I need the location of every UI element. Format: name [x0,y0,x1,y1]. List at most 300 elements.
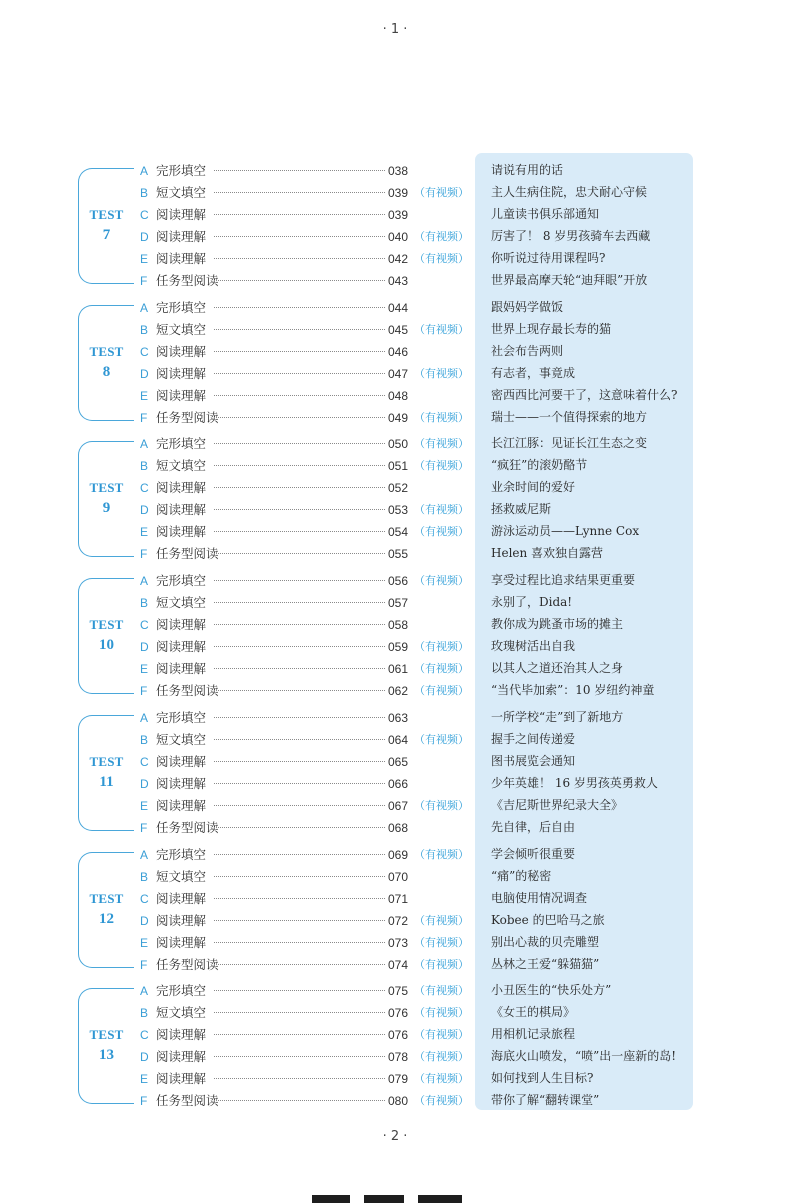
toc-row[interactable] [0,1002,790,1024]
page-number-top: · 1 · [382,22,408,37]
video-tag: （有视频） [414,252,469,265]
article-title: 图书展览会通知 [491,753,576,768]
test-section [0,844,790,976]
item-letter: C [140,754,149,769]
article-title: 教你成为跳蚤市场的摊主 [491,617,624,632]
video-tag: （有视频） [414,1028,469,1042]
item-letter: E [140,798,149,813]
page-number: 039 [388,208,409,222]
dot-leader [214,214,385,215]
video-tag: （有视频） [414,525,469,539]
dot-leader [214,942,385,943]
question-type: 阅读理解 [156,661,207,677]
toc-row[interactable] [0,980,790,1002]
page-number: 066 [388,776,409,791]
item-letter: E [140,252,149,266]
page-number: 052 [388,481,409,496]
article-title: 跟妈妈学做饭 [491,299,564,314]
toc-row[interactable] [0,729,790,751]
article-title: 密西西比河要干了，这意味着什么? [491,387,678,402]
dot-leader [214,192,385,193]
toc-row[interactable] [0,521,790,543]
item-letter: C [140,208,149,222]
dot-leader [214,307,385,308]
toc-row[interactable] [0,1068,790,1090]
page-number: 055 [388,547,409,562]
article-title: 儿童读书俱乐部通知 [491,207,600,221]
toc-row[interactable] [0,182,790,204]
page-number: 069 [388,847,409,862]
dot-leader [214,280,385,281]
question-type: 短文填空 [156,1005,207,1021]
question-type: 阅读理解 [156,343,207,359]
page-number: 070 [388,869,409,884]
item-letter: F [140,957,148,972]
article-title: “疯狂”的滚奶酪节 [491,458,588,473]
article-title: 《女王的棋局》 [491,1005,576,1020]
article-title: 拯救威尼斯 [491,502,552,517]
page-number: 065 [388,754,409,769]
article-title: 握手之间传递爱 [491,731,576,746]
article-title: 永别了，Dida! [491,595,573,610]
page-number: 038 [388,164,409,178]
toc-row[interactable] [0,341,790,363]
dot-leader [214,1056,385,1057]
question-type: 阅读理解 [156,890,207,906]
page-number: 048 [388,388,409,403]
question-type: 阅读理解 [156,365,207,381]
page-number: 079 [388,1072,409,1087]
question-type: 短文填空 [156,458,207,474]
item-letter: A [140,574,149,589]
toc-row[interactable] [0,817,790,839]
toc-row[interactable] [0,888,790,910]
test-badge-label: TEST [89,1027,124,1043]
item-letter: B [140,869,149,884]
video-tag: （有视频） [414,410,469,424]
dot-leader [214,1100,385,1101]
question-type: 阅读理解 [156,480,207,496]
article-title: 社会布告两则 [491,343,564,358]
next-page-heading-fragment [312,1189,472,1203]
question-type: 阅读理解 [156,617,207,633]
question-type: 短文填空 [156,595,207,611]
item-letter: F [140,684,148,699]
toc-row[interactable] [0,636,790,658]
question-type: 阅读理解 [156,775,207,791]
dot-leader [214,580,385,581]
article-title: 游泳运动员——Lynne Cox [491,524,640,539]
dot-leader [214,783,385,784]
test-section [0,160,790,292]
item-letter: D [140,230,149,244]
page-number: 045 [388,322,409,337]
toc-row[interactable] [0,543,790,565]
page-number: 047 [388,366,409,381]
article-title: Kobee 的巴哈马之旅 [491,912,605,927]
dot-leader [214,624,385,625]
page-number: 042 [388,252,409,266]
article-title: 别出心裁的贝壳雕塑 [491,934,600,949]
article-title: 电脑使用情况调查 [491,890,588,905]
dot-leader [214,170,385,171]
video-tag: （有视频） [414,186,469,199]
page-number-bottom: · 2 · [382,1129,408,1144]
article-title: 少年英雄！ 16 岁男孩英勇救人 [491,775,658,790]
item-letter: A [140,710,149,725]
test-section [0,297,790,429]
article-title: 如何找到人生目标? [491,1071,594,1086]
dot-leader [214,553,385,554]
question-type: 完形填空 [156,163,207,178]
video-tag: （有视频） [414,640,469,654]
test-badge-number: 11 [99,773,114,790]
item-letter: C [140,481,149,496]
page-number: 062 [388,684,409,699]
dot-leader [214,417,385,418]
item-letter: E [140,525,149,540]
question-type: 完形填空 [156,573,207,589]
toc-row[interactable] [0,270,790,292]
toc-row[interactable] [0,773,790,795]
dot-leader [214,1034,385,1035]
toc-row[interactable] [0,707,790,729]
dot-leader [214,898,385,899]
dot-leader [214,990,385,991]
question-type: 阅读理解 [156,797,207,813]
item-letter: D [140,503,149,518]
toc-row[interactable] [0,954,790,976]
dot-leader [214,646,385,647]
dot-leader [214,920,385,921]
page-number: 043 [388,274,409,288]
toc-row[interactable] [0,363,790,385]
item-letter: D [140,1050,149,1065]
question-type: 阅读理解 [156,753,207,769]
page-number: 051 [388,459,409,474]
dot-leader [214,509,385,510]
dot-leader [214,761,385,762]
item-letter: E [140,662,149,677]
question-type: 短文填空 [156,868,207,884]
question-type: 阅读理解 [156,229,207,244]
toc-row[interactable] [0,407,790,429]
question-type: 任务型阅读 [156,819,219,835]
video-tag: （有视频） [414,230,469,243]
page-number: 053 [388,503,409,518]
video-tag: （有视频） [414,574,469,588]
item-letter: D [140,366,149,381]
item-letter: B [140,1006,149,1021]
item-letter: F [140,547,148,562]
item-letter: C [140,1028,149,1043]
page-number: 076 [388,1006,409,1021]
test-badge-number: 9 [102,500,111,517]
question-type: 任务型阅读 [156,956,219,972]
question-type: 阅读理解 [156,502,207,518]
item-letter: A [140,164,149,178]
page-number: 044 [388,300,409,315]
toc-row[interactable] [0,477,790,499]
page-number: 058 [388,618,409,633]
article-title: 世界最高摩天轮“迪拜眼”开放 [491,273,648,287]
article-title: 你听说过待用课程吗? [491,251,606,265]
test-section [0,433,790,565]
toc-row[interactable] [0,319,790,341]
item-letter: D [140,640,149,655]
video-tag: （有视频） [414,957,469,971]
dot-leader [214,964,385,965]
item-letter: F [140,274,148,288]
page-number: 057 [388,596,409,611]
item-letter: D [140,913,149,928]
question-type: 阅读理解 [156,912,207,928]
article-title: 有志者，事竟成 [491,365,576,380]
question-type: 阅读理解 [156,1027,207,1043]
dot-leader [214,602,385,603]
item-letter: B [140,596,149,611]
page-number: 064 [388,732,409,747]
test-badge-number: 13 [99,1047,114,1064]
toc-row[interactable] [0,592,790,614]
item-letter: B [140,459,149,474]
question-type: 阅读理解 [156,639,207,655]
video-tag: （有视频） [414,1050,469,1064]
question-type: 短文填空 [156,731,207,747]
test-badge-label: TEST [89,753,124,769]
article-title: “当代毕加索”：10 岁纽约神童 [491,683,655,698]
article-title: 小丑医生的“快乐处方” [491,983,612,998]
toc-row[interactable] [0,866,790,888]
dot-leader [214,487,385,488]
article-title: 一所学校“走”到了新地方 [491,709,624,724]
toc-row[interactable] [0,614,790,636]
question-type: 任务型阅读 [156,409,219,425]
item-letter: C [140,891,149,906]
dot-leader [214,690,385,691]
article-title: 用相机记录旅程 [491,1027,576,1042]
article-title: 丛林之王爱“躲猫猫” [491,956,600,971]
question-type: 任务型阅读 [156,1093,219,1109]
article-title: 长江江豚：见证长江生态之变 [491,436,648,451]
item-letter: E [140,388,149,403]
dot-leader [214,876,385,877]
page-number: 056 [388,574,409,589]
test-badge-number: 7 [102,227,111,243]
question-type: 阅读理解 [156,387,207,403]
item-letter: B [140,732,149,747]
page-number: 050 [388,437,409,452]
question-type: 阅读理解 [156,1071,207,1087]
test-badge-label: TEST [89,617,124,633]
dot-leader [214,258,385,259]
toc-row[interactable] [0,248,790,270]
video-tag: （有视频） [414,437,469,451]
video-tag: （有视频） [414,984,469,998]
item-letter: A [140,300,149,315]
page-number: 059 [388,640,409,655]
item-letter: D [140,776,149,791]
item-letter: B [140,186,149,200]
page-number: 080 [388,1094,409,1109]
page-number: 073 [388,935,409,950]
video-tag: （有视频） [414,798,469,812]
video-tag: （有视频） [414,1006,469,1020]
dot-leader [214,805,385,806]
video-tag: （有视频） [414,366,469,380]
item-letter: E [140,935,149,950]
item-letter: A [140,847,149,862]
page-number: 063 [388,710,409,725]
dot-leader [214,351,385,352]
toc-row[interactable] [0,204,790,226]
page-number: 054 [388,525,409,540]
page-number: 072 [388,913,409,928]
article-title: “痛”的秘密 [491,868,552,883]
article-title: 带你了解“翻转课堂” [491,1093,600,1108]
question-type: 任务型阅读 [156,683,219,699]
test-section [0,707,790,839]
toc-row[interactable] [0,658,790,680]
page-number: 049 [388,410,409,425]
article-title: 业余时间的爱好 [491,480,576,495]
article-title: 海底火山喷发，“喷”出一座新的岛! [491,1049,677,1064]
question-type: 阅读理解 [156,251,207,266]
page-number: 046 [388,344,409,359]
item-letter: F [140,820,148,835]
item-letter: B [140,322,149,337]
page-number: 040 [388,230,409,244]
toc-row[interactable] [0,226,790,248]
question-type: 短文填空 [156,185,207,200]
question-type: 阅读理解 [156,524,207,540]
dot-leader [214,1078,385,1079]
question-type: 短文填空 [156,321,207,337]
page-number: 061 [388,662,409,677]
question-type: 完形填空 [156,436,207,452]
test-badge-label: TEST [89,480,124,496]
question-type: 任务型阅读 [156,546,219,562]
dot-leader [214,395,385,396]
article-title: 学会倾听很重要 [491,846,576,861]
dot-leader [214,329,385,330]
toc-row[interactable] [0,570,790,592]
article-title: 享受过程比追求结果更重要 [491,573,636,588]
page-number: 067 [388,798,409,813]
dot-leader [214,465,385,466]
article-title: 厉害了！ 8 岁男孩骑车去西藏 [491,229,651,243]
video-tag: （有视频） [414,935,469,949]
dot-leader [214,854,385,855]
question-type: 阅读理解 [156,934,207,950]
dot-leader [214,739,385,740]
page-number: 039 [388,186,409,200]
item-letter: A [140,437,149,452]
toc-row[interactable] [0,297,790,319]
test-section [0,980,790,1112]
video-tag: （有视频） [414,732,469,746]
item-letter: F [140,410,148,425]
toc-row[interactable] [0,1090,790,1112]
page-number: 075 [388,984,409,999]
toc-row[interactable] [0,433,790,455]
dot-leader [214,443,385,444]
question-type: 阅读理解 [156,1049,207,1065]
video-tag: （有视频） [414,913,469,927]
article-title: 以其人之道还治其人之身 [491,661,624,676]
dot-leader [214,668,385,669]
toc-row[interactable] [0,455,790,477]
video-tag: （有视频） [414,662,469,676]
test-badge-number: 8 [102,363,111,380]
test-badge-number: 12 [99,910,114,927]
dot-leader [214,531,385,532]
toc-row[interactable] [0,910,790,932]
video-tag: （有视频） [414,459,469,473]
question-type: 任务型阅读 [156,273,219,288]
test-badge-label: TEST [89,890,124,906]
dot-leader [214,1012,385,1013]
item-letter: A [140,984,149,999]
page-number: 074 [388,957,409,972]
article-title: 请说有用的话 [491,163,564,177]
video-tag: （有视频） [414,1094,469,1108]
item-letter: C [140,618,149,633]
toc-row[interactable] [0,844,790,866]
toc-row[interactable] [0,499,790,521]
question-type: 完形填空 [156,983,207,999]
toc-row[interactable] [0,1024,790,1046]
test-badge-label: TEST [89,207,124,222]
item-letter: E [140,1072,149,1087]
article-title: 瑞士——一个值得探索的地方 [491,409,648,424]
article-title: Helen 喜欢独自露营 [491,546,604,561]
page-number: 076 [388,1028,409,1043]
dot-leader [214,827,385,828]
test-section [0,570,790,702]
toc-row[interactable] [0,160,790,182]
dot-leader [214,373,385,374]
video-tag: （有视频） [414,322,469,336]
toc-row[interactable] [0,1046,790,1068]
video-tag: （有视频） [414,1072,469,1086]
question-type: 完形填空 [156,709,207,725]
question-type: 阅读理解 [156,207,207,222]
toc-row[interactable] [0,932,790,954]
article-title: 玫瑰树活出自我 [491,639,576,654]
page-number: 071 [388,891,409,906]
item-letter: F [140,1094,148,1109]
article-title: 《吉尼斯世界纪录大全》 [491,797,624,812]
toc-row[interactable] [0,751,790,773]
toc-row[interactable] [0,385,790,407]
question-type: 完形填空 [156,846,207,862]
video-tag: （有视频） [414,503,469,517]
page-number: 078 [388,1050,409,1065]
question-type: 完形填空 [156,299,207,315]
test-badge-number: 10 [99,637,114,654]
dot-leader [214,236,385,237]
video-tag: （有视频） [414,847,469,861]
toc-row[interactable] [0,680,790,702]
test-badge-label: TEST [89,343,124,359]
article-title: 世界上现存最长寿的猫 [491,321,612,336]
item-letter: C [140,344,149,359]
dot-leader [214,717,385,718]
article-title: 主人生病住院，忠犬耐心守候 [491,185,648,199]
article-title: 先自律，后自由 [491,819,576,834]
toc-row[interactable] [0,795,790,817]
